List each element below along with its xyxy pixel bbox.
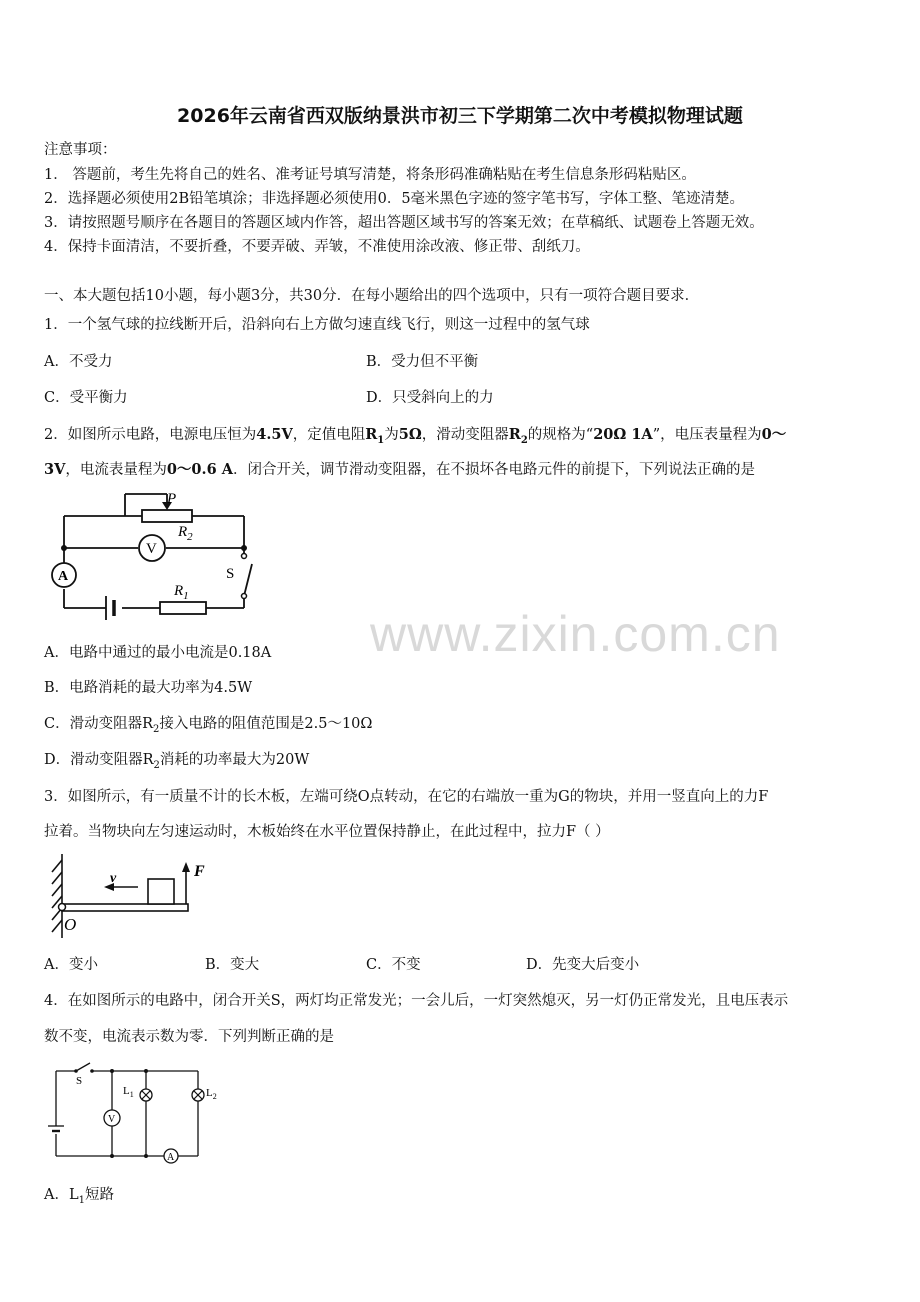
q2-circuit-diagram (42, 486, 262, 626)
section-heading: 一、本大题包括10小题，每小题3分，共30分．在每小题给出的四个选项中，只有一项符合题目要求． (44, 288, 700, 304)
q3-option-b: B．变大 (205, 957, 260, 973)
q2-option-a: A．电路中通过的最小电流是0.18A (44, 645, 272, 661)
note-item: 2．选择题必须使用2B铅笔填涂；非选择题必须使用0．5毫米黑色字迹的签字笔书写，字体工整、笔迹清楚。 (44, 191, 745, 207)
wooden-board (62, 904, 188, 911)
note-item: 4．保持卡面清洁，不要折叠，不要弄破、弄皱，不准使用涂改液、修正带、刮纸刀。 (44, 239, 590, 255)
question-3-line-1: 3．如图所示，有一质量不计的长木板，左端可绕O点转动，在它的右端放一重为G的物块，并用一竖直向上的力F (44, 789, 769, 805)
q1-option-d: D．只受斜向上的力 (366, 390, 494, 406)
note-item: 1． 答题前，考生先将自己的姓名、准考证号填写清楚，将条形码准确粘贴在考生信息条形码粘贴区。 (44, 167, 696, 183)
svg-text:F: F (194, 863, 205, 880)
svg-text:V: V (108, 1114, 116, 1125)
q2-option-b: B．电路消耗的最大功率为4.5W (44, 680, 253, 696)
note-item: 3．请按照题号顺序在各题目的答题区域内作答，超出答题区域书写的答案无效；在草稿纸、试题卷上答题无效。 (44, 215, 764, 231)
q3-option-a: A．变小 (44, 957, 98, 973)
q3-option-c: C．不变 (366, 957, 421, 973)
q3-option-d: D．先变大后变小 (526, 957, 640, 973)
resistor-r1 (160, 602, 206, 614)
svg-text:V: V (146, 541, 157, 557)
q3-lever-diagram (40, 850, 220, 942)
question-4-line-1: 4．在如图所示的电路中，闭合开关S，两灯均正常发光；一会儿后，一灯突然熄灭，另一灯仍正常发光，且电压表示 (44, 993, 789, 1009)
notes-heading: 注意事项： (44, 142, 117, 158)
block (148, 879, 174, 904)
svg-text:S: S (76, 1075, 83, 1087)
svg-text:R2: $R_2$ (178, 524, 193, 543)
svg-text:A: A (167, 1152, 175, 1163)
svg-text:A: A (58, 569, 69, 584)
force-arrow-icon (182, 862, 190, 872)
svg-text:R1: $R_1$ (174, 583, 189, 602)
svg-text:L1: $L_1$ (123, 1085, 134, 1099)
question-1-stem: 1．一个氢气球的拉线断开后，沿斜向右上方做匀速直线飞行，则这一过程中的氢气球 (44, 317, 590, 333)
svg-text:S: S (226, 566, 235, 582)
rheostat-r2 (142, 510, 192, 522)
watermark: www.zixin.com.cn (370, 606, 781, 662)
q1-option-c: C．受平衡力 (44, 390, 128, 406)
page-title: 2026年云南省西双版纳景洪市初三下学期第二次中考模拟物理试题 (177, 105, 743, 127)
svg-text:P: P (167, 491, 177, 507)
pivot-icon (59, 904, 66, 911)
q2-option-d: D．滑动变阻器$R_2$消耗的功率最大为20W (44, 752, 310, 771)
question-2-line-2: 3V，电流表量程为0～0.6 A．闭合开关，调节滑动变阻器，在不损坏各电路元件的前提下，下列说法正确的是 (44, 461, 755, 478)
q2-option-c: C．滑动变阻器$R_2$接入电路的阻值范围是2.5～10Ω (44, 716, 373, 735)
svg-text:O: O (64, 915, 77, 934)
q4-circuit-diagram (40, 1058, 230, 1164)
question-3-line-2: 拉着。当物块向左匀速运动时，木板始终在水平位置保持静止，在此过程中，拉力F（ ） (44, 824, 610, 840)
svg-text:v: v (110, 871, 117, 886)
svg-text:L2: $L_2$ (206, 1087, 217, 1101)
q4-option-a: A．$L_1$短路 (44, 1187, 114, 1206)
q1-option-a: A．不受力 (44, 354, 113, 370)
question-2-line-1: 2．如图所示电路，电源电压恒为4.5V，定值电阻$R_1$为5Ω，滑动变阻器$R_2$的规格为“20Ω 1A”，电压表量程为0～ (44, 426, 787, 446)
question-4-line-2: 数不变，电流表示数为零．下列判断正确的是 (44, 1029, 334, 1045)
q1-option-b: B．受力但不平衡 (366, 354, 479, 370)
